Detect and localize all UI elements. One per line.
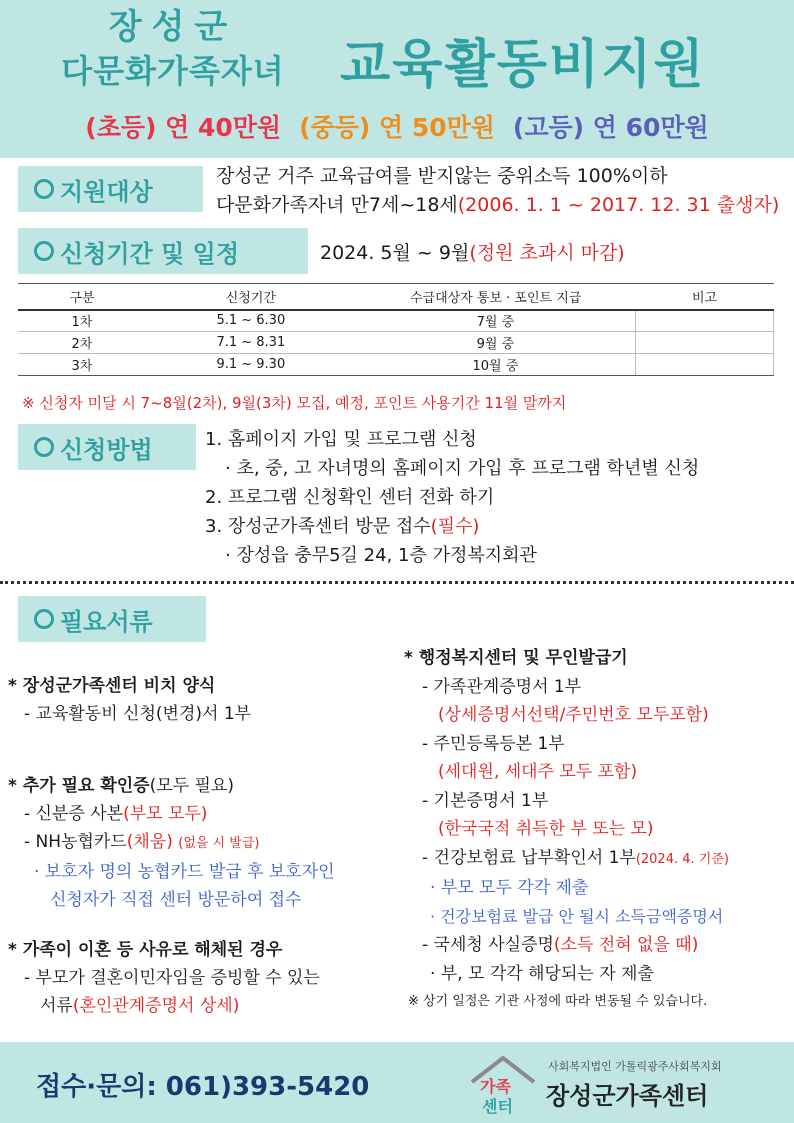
documents-right-column xyxy=(404,644,729,1017)
doc-group-3-title: * 가족이 이혼 등 사유로 해체된 경우 xyxy=(8,940,283,960)
doc-note: · 건강보험료 발급 안 될시 소득금액증명서 xyxy=(430,906,724,926)
column-header: 비고 xyxy=(636,284,774,310)
doc-item-detail: (세대원, 세대주 모두 포함) xyxy=(438,762,638,782)
table-cell: 5.1 ~ 6.30 xyxy=(146,310,356,332)
doc-item: - 기본증명서 1부 xyxy=(422,790,549,811)
footer-banner xyxy=(0,1042,794,1123)
schedule-note: ※ 신청자 미달 시 7~8월(2차), 9월(3차) 모집, 예정, 포인트 사용기간 11월 말까지 xyxy=(22,394,567,412)
header-banner xyxy=(0,0,794,158)
org-name: 사회복지법인 가톨릭광주사회복지회 xyxy=(548,1060,722,1073)
table-cell: 9월 중 xyxy=(356,332,636,354)
dotted-divider xyxy=(0,581,794,584)
support-amounts xyxy=(0,108,794,144)
doc-item-detail: (한국국적 취득한 부 또는 모) xyxy=(438,819,654,839)
method-steps xyxy=(205,425,699,570)
circle-icon xyxy=(34,241,54,261)
doc-item: - NH농협카드(채움) (없을 시 발급) xyxy=(24,832,260,852)
contact-phone: 접수·문의: 061)393-5420 xyxy=(36,1072,370,1102)
table-cell xyxy=(636,354,774,376)
doc-group-2-title: * 추가 필요 확인증(모두 필요) xyxy=(8,776,234,796)
table-cell: 9.1 ~ 9.30 xyxy=(146,354,356,376)
table-cell: 7.1 ~ 8.31 xyxy=(146,332,356,354)
documents-section-label: 필요서류 xyxy=(18,596,206,642)
table-row xyxy=(18,332,774,354)
doc-item: - 건강보험료 납부확인서 1부(2024. 4. 기준) xyxy=(422,847,729,868)
table-cell: 10월 중 xyxy=(356,354,636,376)
method-step-2: 2. 프로그램 신청확인 센터 전화 하기 xyxy=(205,487,495,508)
header-subtitle: 다문화가족자녀 xyxy=(61,52,285,90)
amount-elementary: (초등) 연 40만원 xyxy=(85,113,282,142)
table-row xyxy=(18,310,774,332)
doc-note: · 부모 모두 각각 제출 xyxy=(430,878,589,898)
column-header: 수급대상자 통보 · 포인트 지급 xyxy=(356,284,636,310)
table-cell: 3차 xyxy=(18,354,146,376)
method-step-1-detail: · 초, 중, 고 자녀명의 홈페이지 가입 후 프로그램 학년별 신청 xyxy=(225,458,700,479)
circle-icon xyxy=(34,437,54,457)
logo-text-top: 가족 xyxy=(480,1077,511,1096)
disclaimer: ※ 상기 일정은 기관 사정에 따라 변동될 수 있습니다. xyxy=(408,994,708,1009)
page-title: 교육활동비지원 xyxy=(340,35,706,95)
period-note: (정원 초과시 마감) xyxy=(469,242,625,264)
period-section-label: 신청기간 및 일정 xyxy=(18,228,308,274)
house-roof-icon xyxy=(468,1052,538,1116)
county-name: 장성군 xyxy=(108,7,238,47)
doc-note: · 보호자 명의 농협카드 발급 후 보호자인 xyxy=(34,862,335,882)
table-cell: 2차 xyxy=(18,332,146,354)
schedule-table xyxy=(18,283,774,376)
circle-icon xyxy=(34,609,54,629)
method-section-label: 신청방법 xyxy=(18,424,196,470)
doc-group-1-title: * 장성군가족센터 비치 양식 xyxy=(8,676,216,696)
doc-item: - 국세청 사실증명(소득 전혀 없을 때) xyxy=(422,935,699,955)
doc-item-detail: (상세증명서선택/주민번호 모두포함) xyxy=(438,705,709,725)
table-header-row xyxy=(18,284,774,310)
target-line-2: 다문화가족자녀 만7세~18세(2006. 1. 1 ~ 2017. 12. 31 출생자) xyxy=(216,194,780,216)
table-cell: 1차 xyxy=(18,310,146,332)
method-step-3-address: · 장성읍 충무5길 24, 1층 가정복지회관 xyxy=(225,545,537,566)
doc-group-admin-title: * 행정복지센터 및 무인발급기 xyxy=(404,648,628,668)
method-step-1: 1. 홈페이지 가입 및 프로그램 신청 xyxy=(205,429,477,450)
doc-item: 서류(혼인관계증명서 상세) xyxy=(40,996,240,1016)
doc-item: - 교육활동비 신청(변경)서 1부 xyxy=(24,704,252,724)
doc-note: 신청자가 직접 센터 방문하여 접수 xyxy=(50,890,302,910)
period-text: 2024. 5월 ~ 9월(정원 초과시 마감) xyxy=(320,242,625,264)
required-mark: (필수) xyxy=(430,516,480,537)
table-row xyxy=(18,354,774,376)
table-cell: 7월 중 xyxy=(356,310,636,332)
target-text xyxy=(216,162,779,220)
doc-note: · 부, 모 각각 해당되는 자 제출 xyxy=(430,963,654,984)
family-center-logo xyxy=(468,1052,538,1116)
target-section-label: 지원대상 xyxy=(18,166,203,212)
doc-item: - 가족관계증명서 1부 xyxy=(422,676,582,697)
doc-item: - 신분증 사본(부모 모두) xyxy=(24,804,208,824)
logo-text-bottom: 센터 xyxy=(482,1097,513,1116)
amount-high: (고등) 연 60만원 xyxy=(512,113,709,142)
doc-item: - 부모가 결혼이민자임을 증빙할 수 있는 xyxy=(24,968,320,988)
column-header: 구분 xyxy=(18,284,146,310)
column-header: 신청기간 xyxy=(146,284,356,310)
documents-left-column xyxy=(8,672,335,1020)
header-left xyxy=(18,6,328,94)
center-name: 장성군가족센터 xyxy=(546,1082,709,1110)
target-birth-range: (2006. 1. 1 ~ 2017. 12. 31 출생자) xyxy=(457,194,780,216)
method-step-3: 3. 장성군가족센터 방문 접수(필수) xyxy=(205,516,480,537)
table-cell xyxy=(636,310,774,332)
circle-icon xyxy=(34,179,54,199)
table-cell xyxy=(636,332,774,354)
target-line-1: 장성군 거주 교육급여를 받지않는 중위소득 100%이하 xyxy=(216,165,668,187)
doc-item: - 주민등록등본 1부 xyxy=(422,733,565,754)
amount-middle: (중등) 연 50만원 xyxy=(299,113,495,142)
